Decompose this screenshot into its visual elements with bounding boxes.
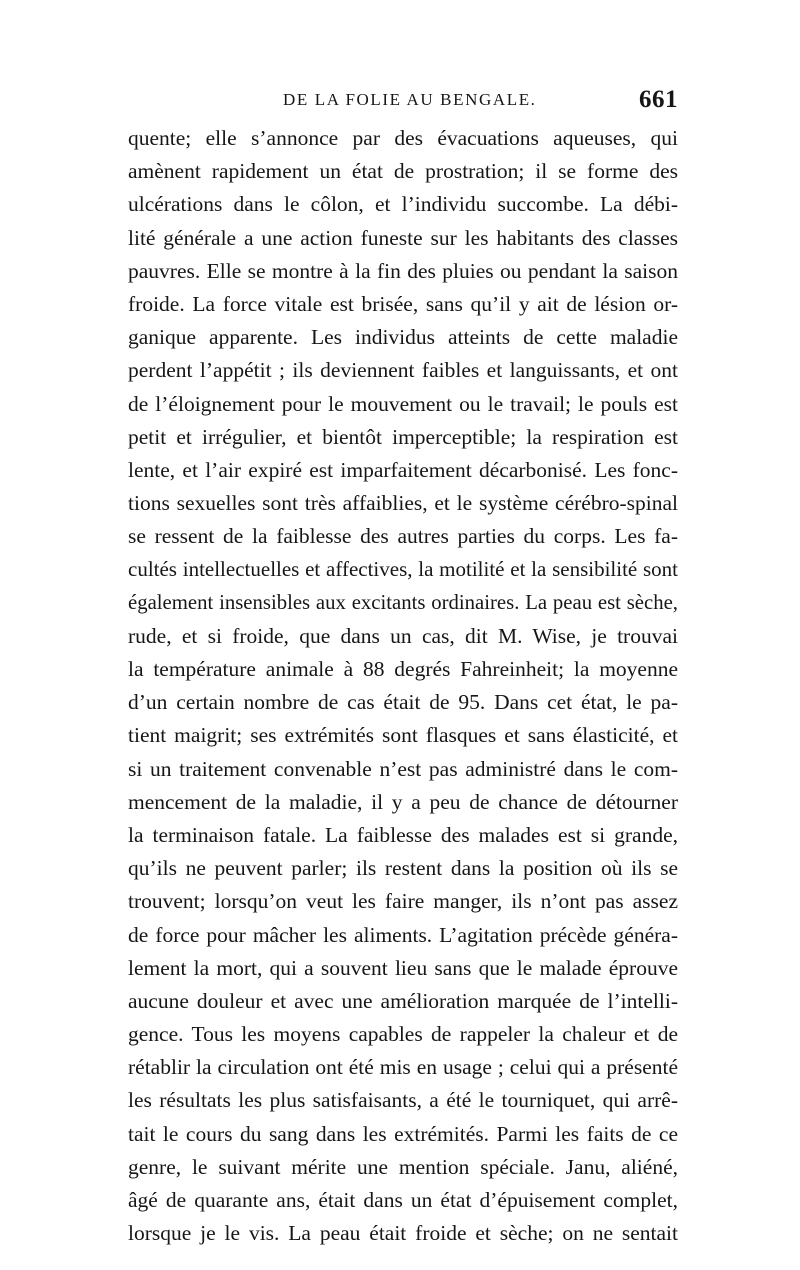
text-line: petit et irrégulier, et bientôt imperceptible; la respiration est [128,424,678,449]
text-line: genre, le suivant mérite une mention spéciale. Janu, aliéné, [128,1154,678,1179]
text-line: lente, et l’air expiré est imparfaitement décarbonisé. Les fonc- [128,457,678,482]
text-line: perdent l’appétit ; ils deviennent faibles et languissants, et ont [128,358,678,383]
text-line: tions sexuelles sont très affaiblies, et le système cérébro-spinal [128,491,678,516]
body-text [128,122,678,1250]
running-head [128,86,678,120]
text-line: quente; elle s’annonce par des évacuations aqueuses, qui [128,126,678,150]
text-line: tient maigrit; ses extrémités sont flasques et sans élasticité, et [128,723,678,748]
text-line: d’un certain nombre de cas était de 95. Dans cet état, le pa- [128,690,678,715]
text-line: également insensibles aux excitants ordinaires. La peau est sèche, [128,591,678,614]
text-line: les résultats les plus satisfaisants, a été le tourniquet, qui arrê- [128,1088,678,1113]
text-line: rude, et si froide, que dans un cas, dit M. Wise, je trouvai [128,623,678,648]
text-line: la terminaison fatale. La faiblesse des malades est si grande, [128,822,678,847]
text-line: lité générale a une action funeste sur les habitants des classes [128,225,678,250]
running-title: DE LA FOLIE AU BENGALE. [283,90,537,109]
text-line: rétablir la circulation ont été mis en usage ; celui qui a présenté [128,1055,678,1080]
text-line: qu’ils ne peuvent parler; ils restent dans la position où ils se [128,856,678,881]
text-line: lement la mort, qui a souvent lieu sans que le malade éprouve [128,955,678,980]
text-line: se ressent de la faiblesse des autres parties du corps. Les fa- [128,524,678,549]
text-line: ulcérations dans le côlon, et l’individu succombe. La débi- [128,192,678,217]
page-number: 661 [639,86,678,113]
text-line: âgé de quarante ans, était dans un état d’épuisement complet, [128,1188,678,1212]
text-line: aucune douleur et avec une amélioration marquée de l’intelli- [128,988,678,1013]
text-line: de force pour mâcher les aliments. L’agitation précède généra- [128,922,678,947]
text-line: tait le cours du sang dans les extrémités. Parmi les faits de ce [128,1121,678,1146]
text-line: pauvres. Elle se montre à la fin des pluies ou pendant la saison [128,258,678,283]
text-line: gence. Tous les moyens capables de rappeler la chaleur et de [128,1022,678,1047]
text-line: si un traitement convenable n’est pas administré dans le com- [128,756,678,781]
text-line: cultés intellectuelles et affectives, la motilité et la sensibilité sont [128,557,678,582]
text-line: froide. La force vitale est brisée, sans qu’il y ait de lésion or- [128,291,678,316]
text-line: mencement de la maladie, il y a peu de chance de détourner [128,789,678,814]
text-line: la température animale à 88 degrés Fahreinheit; la moyenne [128,657,678,681]
text-line: de l’éloignement pour le mouvement ou le travail; le pouls est [128,391,678,416]
text-line: lorsque je le vis. La peau était froide et sèche; on ne sentait [128,1221,678,1246]
text-line: ganique apparente. Les individus atteints de cette maladie [128,325,678,350]
text-line: amènent rapidement un état de prostration; il se forme des [128,159,678,184]
text-line: trouvent; lorsqu’on veut les faire manger, ils n’ont pas assez [128,889,678,914]
